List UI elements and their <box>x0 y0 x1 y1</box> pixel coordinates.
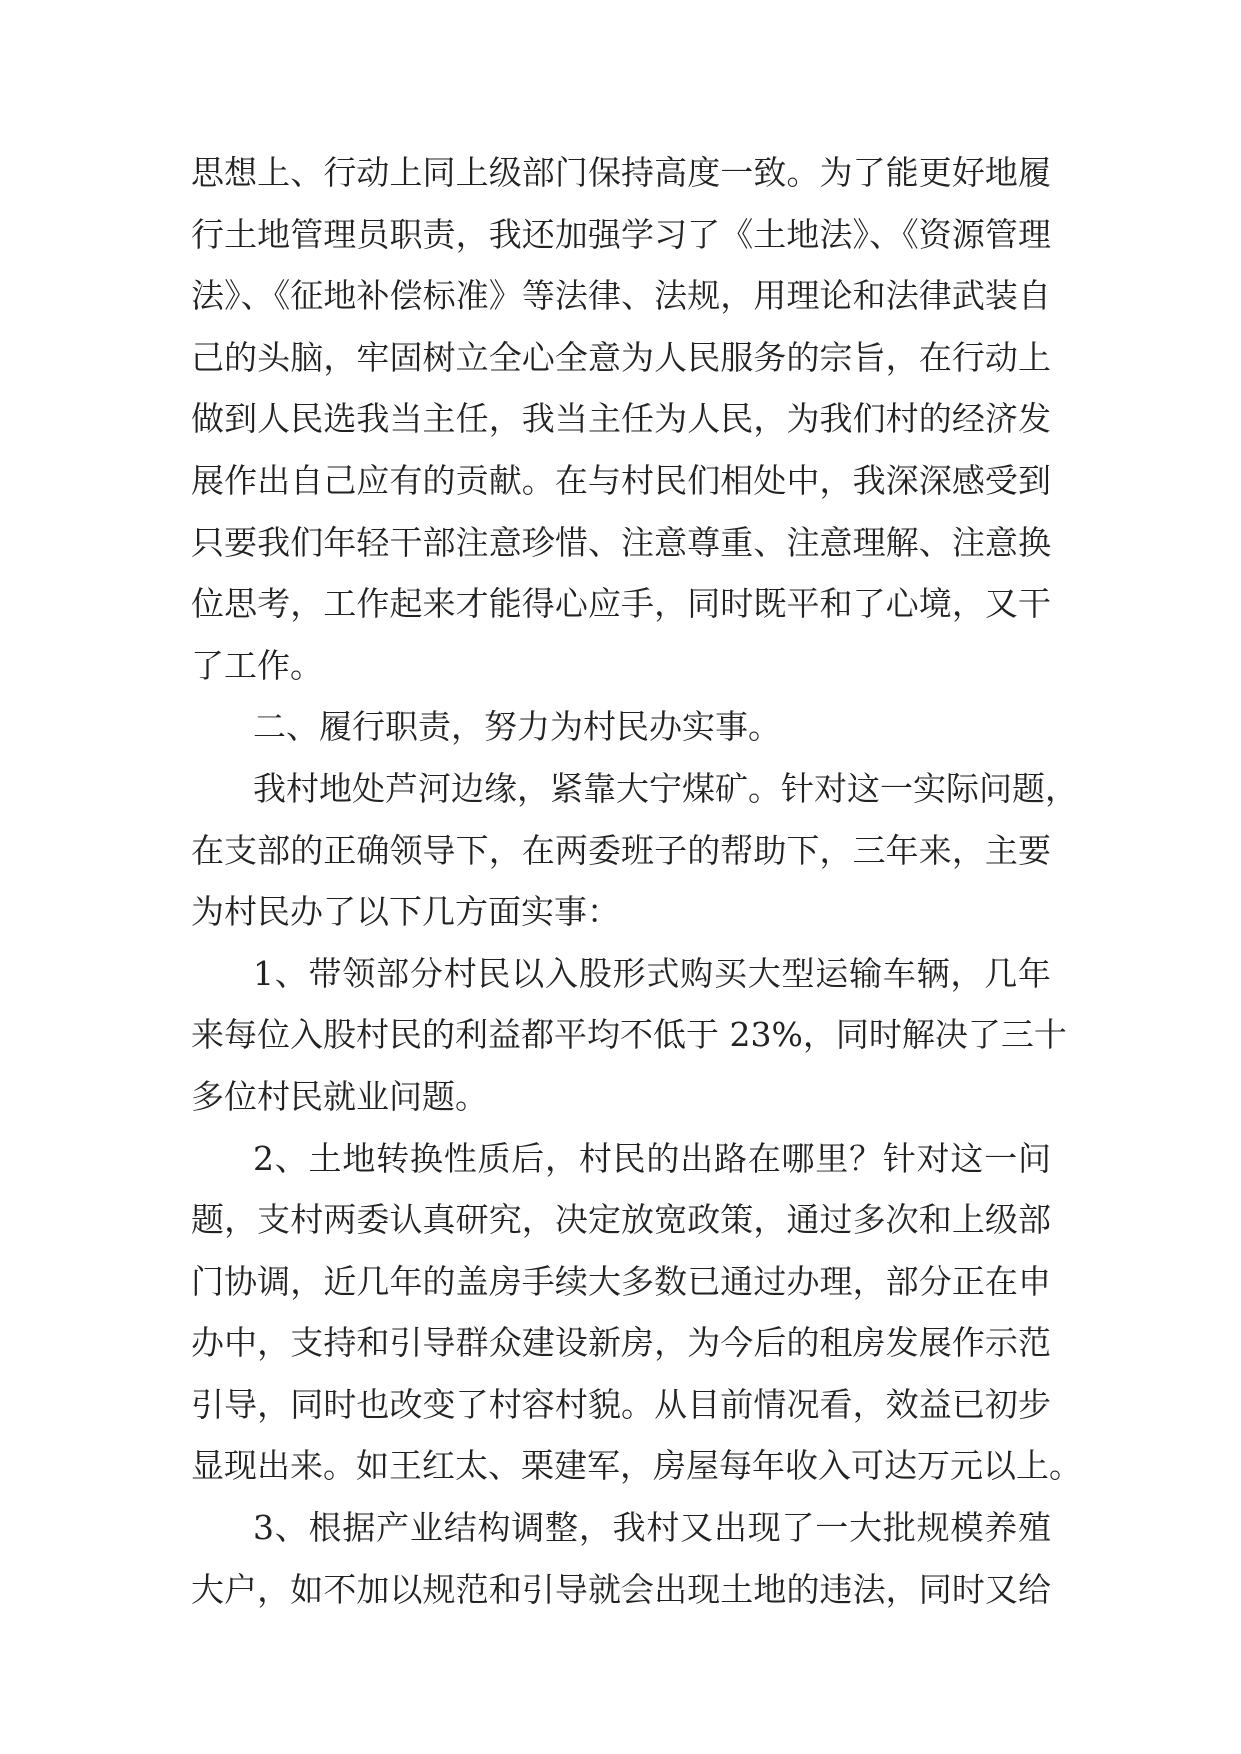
text-line: 为村民办了以下几方面实事： <box>191 892 620 932</box>
text-line: 位思考，工作起来才能得心应手，同时既平和了心境，又干 <box>191 584 1051 624</box>
text-line: 思想上、行动上同上级部门保持高度一致。为了能更好地履 <box>191 153 1051 192</box>
text-line: 来每位入股村民的利益都平均不低于 23%，同时解决了三十 <box>191 1015 1067 1055</box>
text-line: 引导，同时也改变了村容村貌。从目前情况看，效益已初步 <box>191 1384 1051 1424</box>
list-item-2-text: 2、土地转换性质后，村民的出路在哪里？针对这一问 <box>253 1138 1051 1178</box>
text-line: 展作出自己应有的贡献。在与村民们相处中，我深深感受到 <box>191 460 1051 500</box>
text-line: 题，支村两委认真研究，决定放宽政策，通过多次和上级部 <box>191 1200 1051 1240</box>
list-item-1-text: 1、带领部分村民以入股形式购买大型运输车辆，几年 <box>253 953 1051 993</box>
text-line: 了工作。 <box>191 645 323 685</box>
text-line: 办中，支持和引导群众建设新房，为今后的租房发展作示范 <box>191 1323 1051 1363</box>
text-line: 己的头脑，牢固树立全心全意为人民服务的宗旨，在行动上 <box>191 337 1051 377</box>
list-item-3-text: 3、根据产业结构调整，我村又出现了一大批规模养殖 <box>253 1508 1051 1548</box>
text-line: 做到人民选我当主任，我当主任为人民，为我们村的经济发 <box>191 399 1051 439</box>
text-line: 我村地处芦河边缘，紧靠大宁煤矿。针对这一实际问题， <box>253 768 1078 808</box>
text-line: 只要我们年轻干部注意珍惜、注意尊重、注意理解、注意换 <box>191 522 1051 562</box>
text-line: 行土地管理员职责，我还加强学习了《土地法》、《资源管理 <box>191 214 1051 254</box>
section-heading: 二、履行职责，努力为村民办实事。 <box>253 707 781 747</box>
text-line: 显现出来。如王红太、栗建军，房屋每年收入可达万元以上。 <box>191 1446 1082 1486</box>
text-line: 多位村民就业问题。 <box>191 1076 488 1116</box>
body-text <box>191 142 1082 1620</box>
text-line: 法》、《征地补偿标准》等法律、法规，用理论和法律武装自 <box>191 276 1051 316</box>
text-line: 门协调，近几年的盖房手续大多数已通过办理，部分正在申 <box>191 1261 1051 1301</box>
text-line: 大户，如不加以规范和引导就会出现土地的违法，同时又给 <box>191 1569 1051 1609</box>
text-line: 在支部的正确领导下，在两委班子的帮助下，三年来，主要 <box>191 830 1051 870</box>
